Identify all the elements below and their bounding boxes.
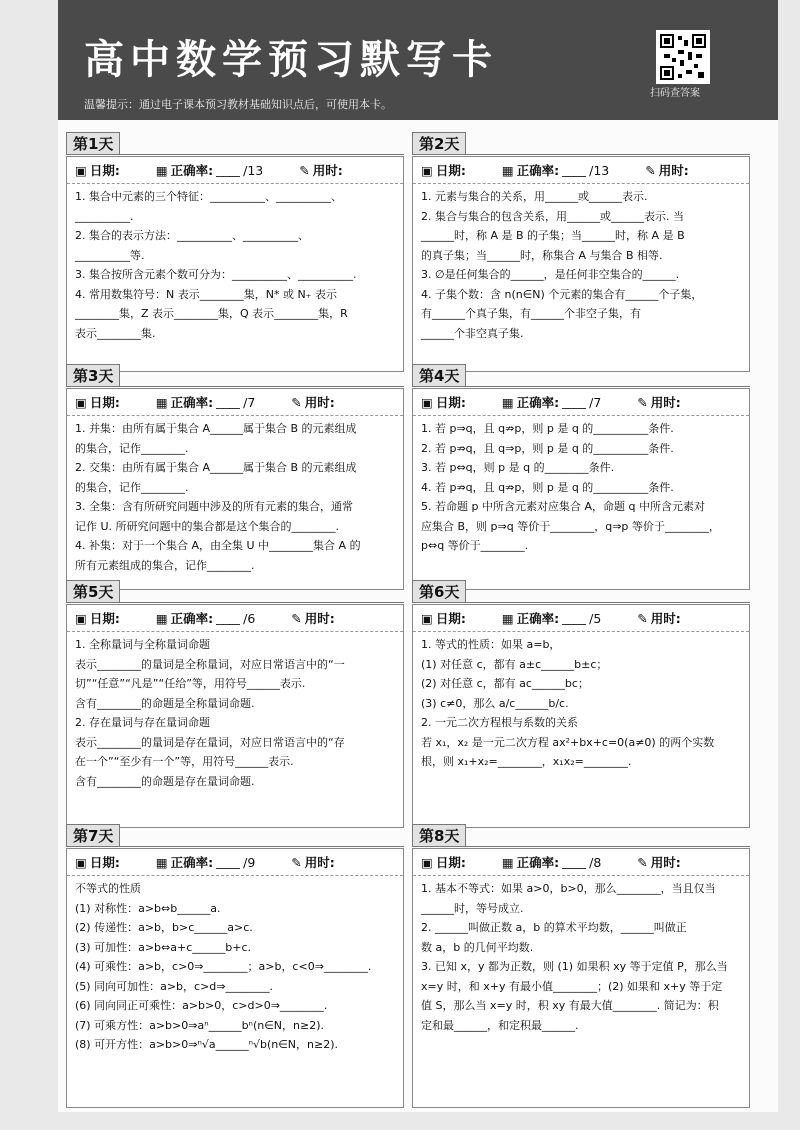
day-tab: 第2天	[412, 132, 466, 155]
date-field[interactable]: ▣ 日期:	[421, 394, 466, 410]
question-line[interactable]: 表示________集.	[75, 326, 156, 340]
question-line[interactable]: ______个非空真子集.	[421, 326, 524, 340]
grid-icon: ▦	[501, 610, 514, 626]
card-body	[66, 848, 404, 1108]
question-line[interactable]: 1. 若 p⇒q，且 q⇏p，则 p 是 q 的__________条件.	[421, 422, 674, 435]
question-line[interactable]: 2. 若 p⇏q，且 q⇒p，则 p 是 q 的__________条件.	[421, 441, 674, 455]
accuracy-blank[interactable]	[562, 164, 586, 177]
accuracy-blank[interactable]	[216, 396, 240, 409]
question-line[interactable]: 在一个”“至少有一个”等，用符号______表示.	[75, 755, 294, 768]
card-body	[412, 848, 750, 1108]
divider	[66, 846, 404, 847]
time-field[interactable]: ✎ 用时:	[637, 610, 681, 626]
card-body	[412, 388, 750, 590]
question-line[interactable]: 含有________的命题是存在量词命题.	[75, 774, 255, 788]
day-tab: 第8天	[412, 824, 466, 847]
question-line[interactable]: 2. 交集：由所有属于集合 A______属于集合 B 的元素组成	[75, 461, 357, 474]
question-line[interactable]: (1) 对称性：a>b⇔b______a.	[75, 901, 221, 915]
question-line[interactable]: 不等式的性质	[75, 882, 141, 895]
pencil-icon: ✎	[637, 610, 648, 626]
header-banner	[58, 0, 778, 120]
question-line[interactable]: 1. 基本不等式：如果 a>0，b>0，那么________，当且仅当	[421, 882, 716, 895]
question-line[interactable]: 含有________的命题是全称量词命题.	[75, 696, 255, 710]
question-line[interactable]: 的真子集；当______时，称集合 A 与集合 B 相等.	[421, 248, 663, 262]
accuracy-field[interactable]: ▦ 正确率: /5	[501, 610, 602, 626]
divider	[412, 154, 750, 155]
question-line[interactable]: 3. 全集：含有所研究问题中涉及的所有元素的集合，通常	[75, 500, 353, 513]
question-line[interactable]: 的集合，记作________.	[75, 480, 189, 494]
divider	[412, 846, 750, 847]
question-list	[413, 416, 749, 559]
question-line[interactable]: 1. 全称量词与全称量词命题	[75, 638, 210, 651]
question-line[interactable]: x=y 时，和 x+y 有最小值________；(2) 如果和 x+y 等于定	[421, 979, 723, 993]
question-line[interactable]: 所有元素组成的集合，记作________.	[75, 558, 255, 572]
accuracy-blank[interactable]	[562, 396, 586, 409]
question-line[interactable]: 表示________的量词是存在量词，对应日常语言中的“存	[75, 735, 345, 749]
time-field[interactable]: ✎ 用时:	[291, 394, 335, 410]
question-line[interactable]: 4. 常用数集符号：N 表示________集，N* 或 N₊ 表示	[75, 287, 337, 301]
card-meta-row	[413, 389, 749, 416]
qr-code-icon[interactable]	[656, 30, 710, 84]
accuracy-field[interactable]: ▦ 正确率: /9	[155, 854, 256, 870]
question-line[interactable]: 切”“任意”“凡是”“任给”等，用符号______表示.	[75, 677, 306, 690]
grid-icon: ▦	[501, 162, 514, 178]
pencil-icon: ✎	[291, 610, 302, 626]
question-line[interactable]: 有______个真子集，有______个非空子集，有	[421, 307, 641, 320]
card-body	[66, 156, 404, 372]
calendar-icon: ▣	[75, 854, 87, 870]
accuracy-blank[interactable]	[216, 612, 240, 625]
day-card-6	[412, 580, 750, 826]
grid-icon: ▦	[155, 610, 168, 626]
day-card-4	[412, 364, 750, 588]
card-meta-row	[413, 849, 749, 876]
day-card-7	[66, 824, 404, 1106]
date-field[interactable]: ▣ 日期:	[75, 610, 120, 626]
time-field[interactable]: ✎ 用时:	[645, 162, 689, 178]
question-line[interactable]: 值 S，那么当 x=y 时，积 xy 有最大值________. 简记为：积	[421, 999, 719, 1012]
question-line[interactable]: 1. 等式的性质：如果 a=b，	[421, 638, 561, 651]
question-line[interactable]: 2. ______叫做正数 a，b 的算术平均数，______叫做正	[421, 921, 687, 934]
calendar-icon: ▣	[421, 162, 433, 178]
question-line[interactable]: p⇔q 等价于________.	[421, 539, 529, 552]
date-field[interactable]: ▣ 日期:	[75, 394, 120, 410]
day-tab: 第3天	[66, 364, 120, 387]
question-list	[413, 184, 749, 346]
question-line[interactable]: 表示________的量词是全称量词，对应日常语言中的“一	[75, 657, 345, 671]
question-line[interactable]: __________等.	[75, 248, 145, 262]
day-card-5	[66, 580, 404, 826]
question-line[interactable]: 1. 元素与集合的关系，用______或______表示.	[421, 190, 648, 203]
card-body	[66, 604, 404, 828]
day-card-8	[412, 824, 750, 1106]
date-field[interactable]: ▣ 日期:	[75, 854, 120, 870]
date-field[interactable]: ▣ 日期:	[421, 854, 466, 870]
accuracy-blank[interactable]	[562, 612, 586, 625]
calendar-icon: ▣	[75, 394, 87, 410]
question-line[interactable]: 1. 并集：由所有属于集合 A______属于集合 B 的元素组成	[75, 422, 357, 435]
accuracy-blank[interactable]	[562, 856, 586, 869]
day-tab: 第1天	[66, 132, 120, 155]
question-line[interactable]: (6) 同向同正可乘性：a>b>0，c>d>0⇒________.	[75, 999, 328, 1012]
calendar-icon: ▣	[75, 610, 87, 626]
accuracy-field[interactable]: ▦ 正确率: /8	[501, 854, 602, 870]
question-line[interactable]: 2. 存在量词与存在量词命题	[75, 716, 210, 729]
pencil-icon: ✎	[637, 854, 648, 870]
card-body	[412, 604, 750, 828]
question-line[interactable]: (2) 传递性：a>b，b>c______a>c.	[75, 921, 253, 934]
accuracy-field[interactable]: ▦ 正确率: /6	[155, 610, 256, 626]
divider	[412, 386, 750, 387]
day-tab: 第4天	[412, 364, 466, 387]
day-card-2	[412, 132, 750, 370]
time-field[interactable]: ✎ 用时:	[637, 394, 681, 410]
pencil-icon: ✎	[299, 162, 310, 178]
question-list	[67, 416, 403, 578]
accuracy-field[interactable]: ▦ 正确率: /7	[155, 394, 256, 410]
date-field[interactable]: ▣ 日期:	[75, 162, 120, 178]
day-tab: 第6天	[412, 580, 466, 603]
question-line[interactable]: 4. 子集个数：含 n(n∈N) 个元素的集合有______个子集，	[421, 287, 703, 301]
pencil-icon: ✎	[645, 162, 656, 178]
day-card-1	[66, 132, 404, 370]
question-list	[67, 876, 403, 1058]
grid-icon: ▦	[155, 854, 168, 870]
card-meta-row	[67, 849, 403, 876]
question-line[interactable]: 5. 若命题 p 中所含元素对应集合 A，命题 q 中所含元素对	[421, 500, 705, 513]
accuracy-blank[interactable]	[216, 164, 240, 177]
question-line[interactable]: 2. 集合与集合的包含关系，用______或______表示. 当	[421, 209, 684, 223]
day-card-3	[66, 364, 404, 588]
question-line[interactable]: 3. 若 p⇔q，则 p 是 q 的________条件.	[421, 461, 615, 474]
question-line[interactable]: 2. 集合的表示方法：__________、__________、	[75, 229, 309, 242]
question-list	[67, 184, 403, 346]
question-line[interactable]: 记作 U. 所研究问题中的集合都是这个集合的________.	[75, 519, 340, 533]
calendar-icon: ▣	[421, 610, 433, 626]
question-line[interactable]: (7) 可乘方性：a>b>0⇒aⁿ______bⁿ(n∈N，n≥2).	[75, 1018, 324, 1032]
question-line[interactable]: 4. 若 p⇏q，且 q⇏p，则 p 是 q 的__________条件.	[421, 480, 674, 494]
question-line[interactable]: 数 a，b 的几何平均数.	[421, 940, 534, 954]
page-title: 高中数学预习默写卡	[84, 37, 498, 83]
question-line[interactable]: (1) 对任意 c，都有 a±c______b±c；	[421, 657, 608, 671]
card-meta-row	[67, 157, 403, 184]
card-body	[412, 156, 750, 372]
qr-label: 扫码查答案	[650, 88, 700, 99]
card-body	[66, 388, 404, 590]
question-line[interactable]: 1. 集合中元素的三个特征：__________、__________、	[75, 190, 342, 203]
question-line[interactable]: (2) 对任意 c，都有 ac______bc；	[421, 677, 589, 690]
question-line[interactable]: 根，则 x₁+x₂=________，x₁x₂=________.	[421, 755, 632, 768]
card-meta-row	[413, 157, 749, 184]
question-line[interactable]: 应集合 B，则 p⇒q 等价于________，q⇒p 等价于________，	[421, 519, 720, 533]
tip-text: 温馨提示：通过电子课本预习教材基础知识点后，可使用本卡。	[84, 98, 392, 111]
question-line[interactable]: 若 x₁，x₂ 是一元二次方程 ax²+bx+c=0(a≠0) 的两个实数	[421, 735, 715, 749]
pencil-icon: ✎	[291, 854, 302, 870]
question-line[interactable]: __________.	[75, 209, 134, 223]
grid-icon: ▦	[501, 854, 514, 870]
question-list	[67, 632, 403, 794]
card-meta-row	[413, 605, 749, 632]
grid-icon: ▦	[155, 394, 168, 410]
question-list	[413, 876, 749, 1038]
grid-icon: ▦	[501, 394, 514, 410]
calendar-icon: ▣	[421, 394, 433, 410]
card-meta-row	[67, 389, 403, 416]
question-list	[413, 632, 749, 775]
question-line[interactable]: (4) 可乘性：a>b，c>0⇒________；a>b，c<0⇒________.	[75, 960, 372, 973]
question-line[interactable]: ______时，等号成立.	[421, 901, 524, 915]
worksheet-page	[58, 0, 778, 1112]
day-tab: 第7天	[66, 824, 120, 847]
question-line[interactable]: 3. 集合按所含元素个数可分为：__________、__________.	[75, 268, 357, 281]
question-line[interactable]: (5) 同向可加性：a>b，c>d⇒________.	[75, 979, 273, 993]
pencil-icon: ✎	[291, 394, 302, 410]
day-tab: 第5天	[66, 580, 120, 603]
pencil-icon: ✎	[637, 394, 648, 410]
accuracy-field[interactable]: ▦ 正确率: /13	[501, 162, 610, 178]
question-line[interactable]: 3. 已知 x，y 都为正数，则 (1) 如果积 xy 等于定值 P，那么当	[421, 960, 728, 973]
question-line[interactable]: (3) 可加性：a>b⇔a+c______b+c.	[75, 940, 251, 954]
question-line[interactable]: 2. 一元二次方程根与系数的关系	[421, 716, 578, 729]
time-field[interactable]: ✎ 用时:	[299, 162, 343, 178]
time-field[interactable]: ✎ 用时:	[291, 610, 335, 626]
date-field[interactable]: ▣ 日期:	[421, 610, 466, 626]
question-line[interactable]: 的集合，记作________.	[75, 441, 189, 455]
divider	[66, 386, 404, 387]
question-line[interactable]: ________集，Z 表示________集，Q 表示________集，R	[75, 307, 348, 320]
divider	[412, 602, 750, 603]
time-field[interactable]: ✎ 用时:	[637, 854, 681, 870]
accuracy-field[interactable]: ▦ 正确率: /13	[155, 162, 264, 178]
question-line[interactable]: (3) c≠0，那么 a/c______b/c.	[421, 696, 569, 710]
grid-icon: ▦	[155, 162, 168, 178]
divider	[66, 602, 404, 603]
calendar-icon: ▣	[75, 162, 87, 178]
calendar-icon: ▣	[421, 854, 433, 870]
question-line[interactable]: 4. 补集：对于一个集合 A，由全集 U 中________集合 A 的	[75, 539, 361, 552]
question-line[interactable]: ______时，称 A 是 B 的子集；当______时，称 A 是 B	[421, 229, 685, 242]
accuracy-blank[interactable]	[216, 856, 240, 869]
card-meta-row	[67, 605, 403, 632]
accuracy-field[interactable]: ▦ 正确率: /7	[501, 394, 602, 410]
question-line[interactable]: (8) 可开方性：a>b>0⇒ⁿ√a______ⁿ√b(n∈N，n≥2).	[75, 1038, 339, 1051]
divider	[66, 154, 404, 155]
question-line[interactable]: 定和最______，和定积最______.	[421, 1018, 579, 1032]
time-field[interactable]: ✎ 用时:	[291, 854, 335, 870]
question-line[interactable]: 3. ∅是任何集合的______，是任何非空集合的______.	[421, 268, 680, 281]
date-field[interactable]: ▣ 日期:	[421, 162, 466, 178]
